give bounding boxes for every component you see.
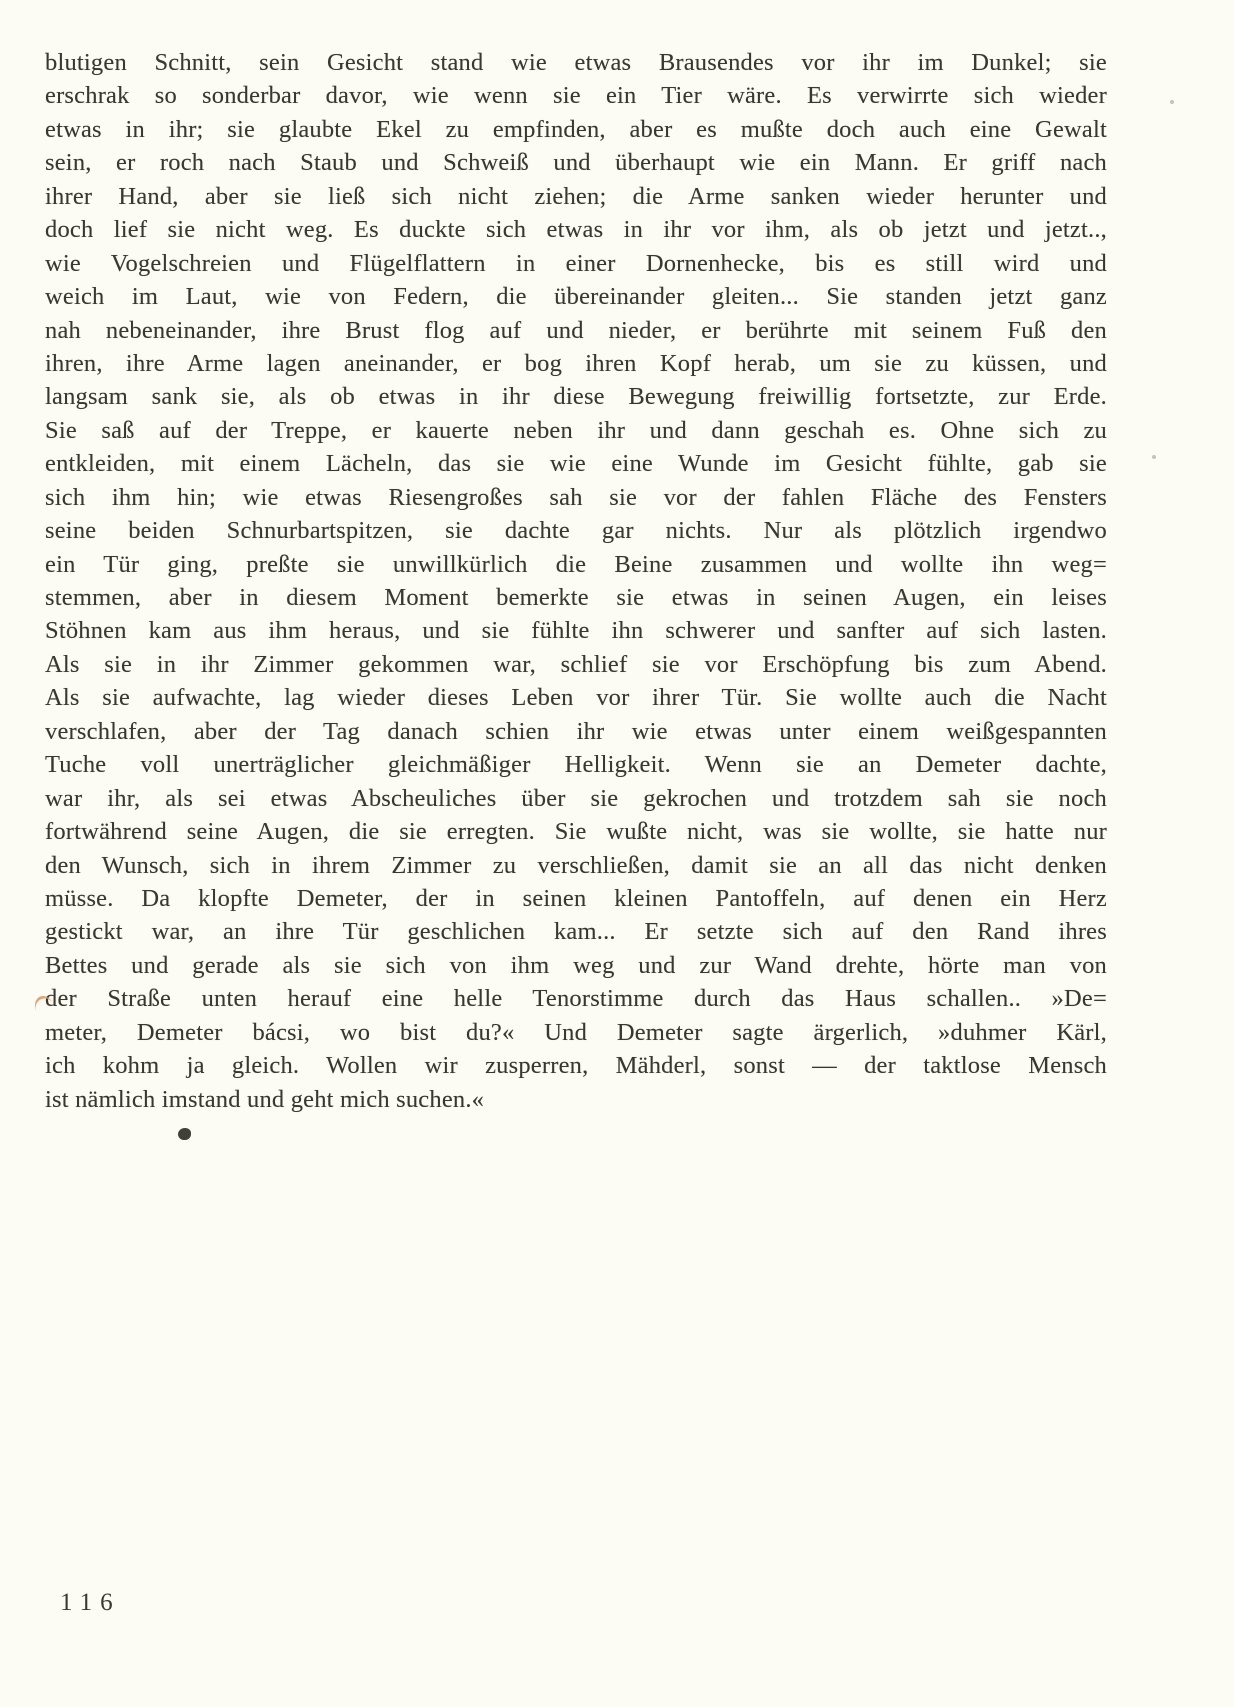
text-line: sein, er roch nach Staub und Schweiß und überhaupt wie ein Mann. Er griff nach bbox=[45, 149, 1107, 177]
text-line: stemmen, aber in diesem Moment bemerkte sie etwas in seinen Augen, ein leises bbox=[45, 584, 1107, 611]
text-line: doch lief sie nicht weg. Es duckte sich etwas in ihr vor ihm, als ob jetzt und jetzt.., bbox=[45, 216, 1107, 244]
text-line: entkleiden, mit einem Lächeln, das sie wie eine Wunde im Gesicht fühlte, gab sie bbox=[45, 450, 1107, 478]
text-line: ihren, ihre Arme lagen aneinander, er bog ihren Kopf herab, um sie zu küssen, und bbox=[45, 349, 1107, 377]
text-line: verschlafen, aber der Tag danach schien ihr wie etwas unter einem weißgespannten bbox=[45, 717, 1107, 745]
text-line: fortwährend seine Augen, die sie erregten. Sie wußte nicht, was sie wollte, sie hatte nur bbox=[45, 818, 1107, 846]
text-line: sich ihm hin; wie etwas Riesengroßes sah sie vor der fahlen Fläche des Fensters bbox=[45, 483, 1107, 511]
text-line: erschrak so sonderbar davor, wie wenn sie ein Tier wäre. Es verwirrte sich wieder bbox=[45, 82, 1107, 110]
text-line: gestickt war, an ihre Tür geschlichen kam... Er setzte sich auf den Rand ihres bbox=[45, 918, 1107, 946]
text-line: Tuche voll unerträglicher gleichmäßiger Helligkeit. Wenn sie an Demeter dachte, bbox=[45, 751, 1107, 779]
paper-speck bbox=[1170, 100, 1174, 104]
text-line: ist nämlich imstand und geht mich suchen.« bbox=[45, 1085, 485, 1113]
text-line: blutigen Schnitt, sein Gesicht stand wie etwas Brausendes vor ihr im Dunkel; sie bbox=[45, 49, 1107, 76]
page-number: 116 bbox=[60, 1589, 121, 1616]
paper-speck bbox=[1152, 455, 1156, 459]
text-line: Als sie aufwachte, lag wieder dieses Leben vor ihrer Tür. Sie wollte auch die Nacht bbox=[45, 684, 1107, 712]
text-line: müsse. Da klopfte Demeter, der in seinen kleinen Pantoffeln, auf denen ein Herz bbox=[45, 884, 1107, 912]
text-line: nah nebeneinander, ihre Brust flog auf und nieder, er berührte mit seinem Fuß den bbox=[45, 316, 1107, 344]
text-line: Stöhnen kam aus ihm heraus, und sie fühlte ihn schwerer und sanfter auf sich lasten. bbox=[45, 617, 1107, 645]
text-line: meter, Demeter bácsi, wo bist du?« Und Demeter sagte ärgerlich, »duhmer Kärl, bbox=[45, 1018, 1107, 1046]
text-line: weich im Laut, wie von Federn, die übereinander gleiten... Sie standen jetzt ganz bbox=[45, 283, 1107, 311]
text-line: ich kohm ja gleich. Wollen wir zusperren, Mähderl, sonst — der taktlose Mensch bbox=[45, 1052, 1107, 1080]
text-line: ihrer Hand, aber sie ließ sich nicht ziehen; die Arme sanken wieder herunter und bbox=[45, 182, 1107, 210]
text-line: seine beiden Schnurbartspitzen, sie dachte gar nichts. Nur als plötzlich irgendwo bbox=[45, 517, 1107, 545]
text-line: Sie saß auf der Treppe, er kauerte neben ihr und dann geschah es. Ohne sich zu bbox=[45, 416, 1107, 444]
text-line: etwas in ihr; sie glaubte Ekel zu empfinden, aber es mußte doch auch eine Gewalt bbox=[45, 115, 1107, 143]
text-line: war ihr, als sei etwas Abscheuliches über sie gekrochen und trotzdem sah sie noch bbox=[45, 784, 1107, 812]
text-line: der Straße unten herauf eine helle Tenorstimme durch das Haus schallen.. »De= bbox=[45, 985, 1107, 1013]
ink-blot bbox=[178, 1128, 191, 1140]
text-line: Bettes und gerade als sie sich von ihm weg und zur Wand drehte, hörte man von bbox=[45, 951, 1107, 979]
text-line: den Wunsch, sich in ihrem Zimmer zu verschließen, damit sie an all das nicht denken bbox=[45, 851, 1107, 879]
body-text bbox=[45, 46, 1107, 1116]
text-line: ein Tür ging, preßte sie unwillkürlich die Beine zusammen und wollte ihn weg= bbox=[45, 550, 1107, 578]
text-line: wie Vogelschreien und Flügelflattern in einer Dornenhecke, bis es still wird und bbox=[45, 249, 1107, 277]
text-line: langsam sank sie, als ob etwas in ihr diese Bewegung freiwillig fortsetzte, zur Erde. bbox=[45, 383, 1107, 411]
text-line: Als sie in ihr Zimmer gekommen war, schlief sie vor Erschöpfung bis zum Abend. bbox=[45, 650, 1107, 678]
